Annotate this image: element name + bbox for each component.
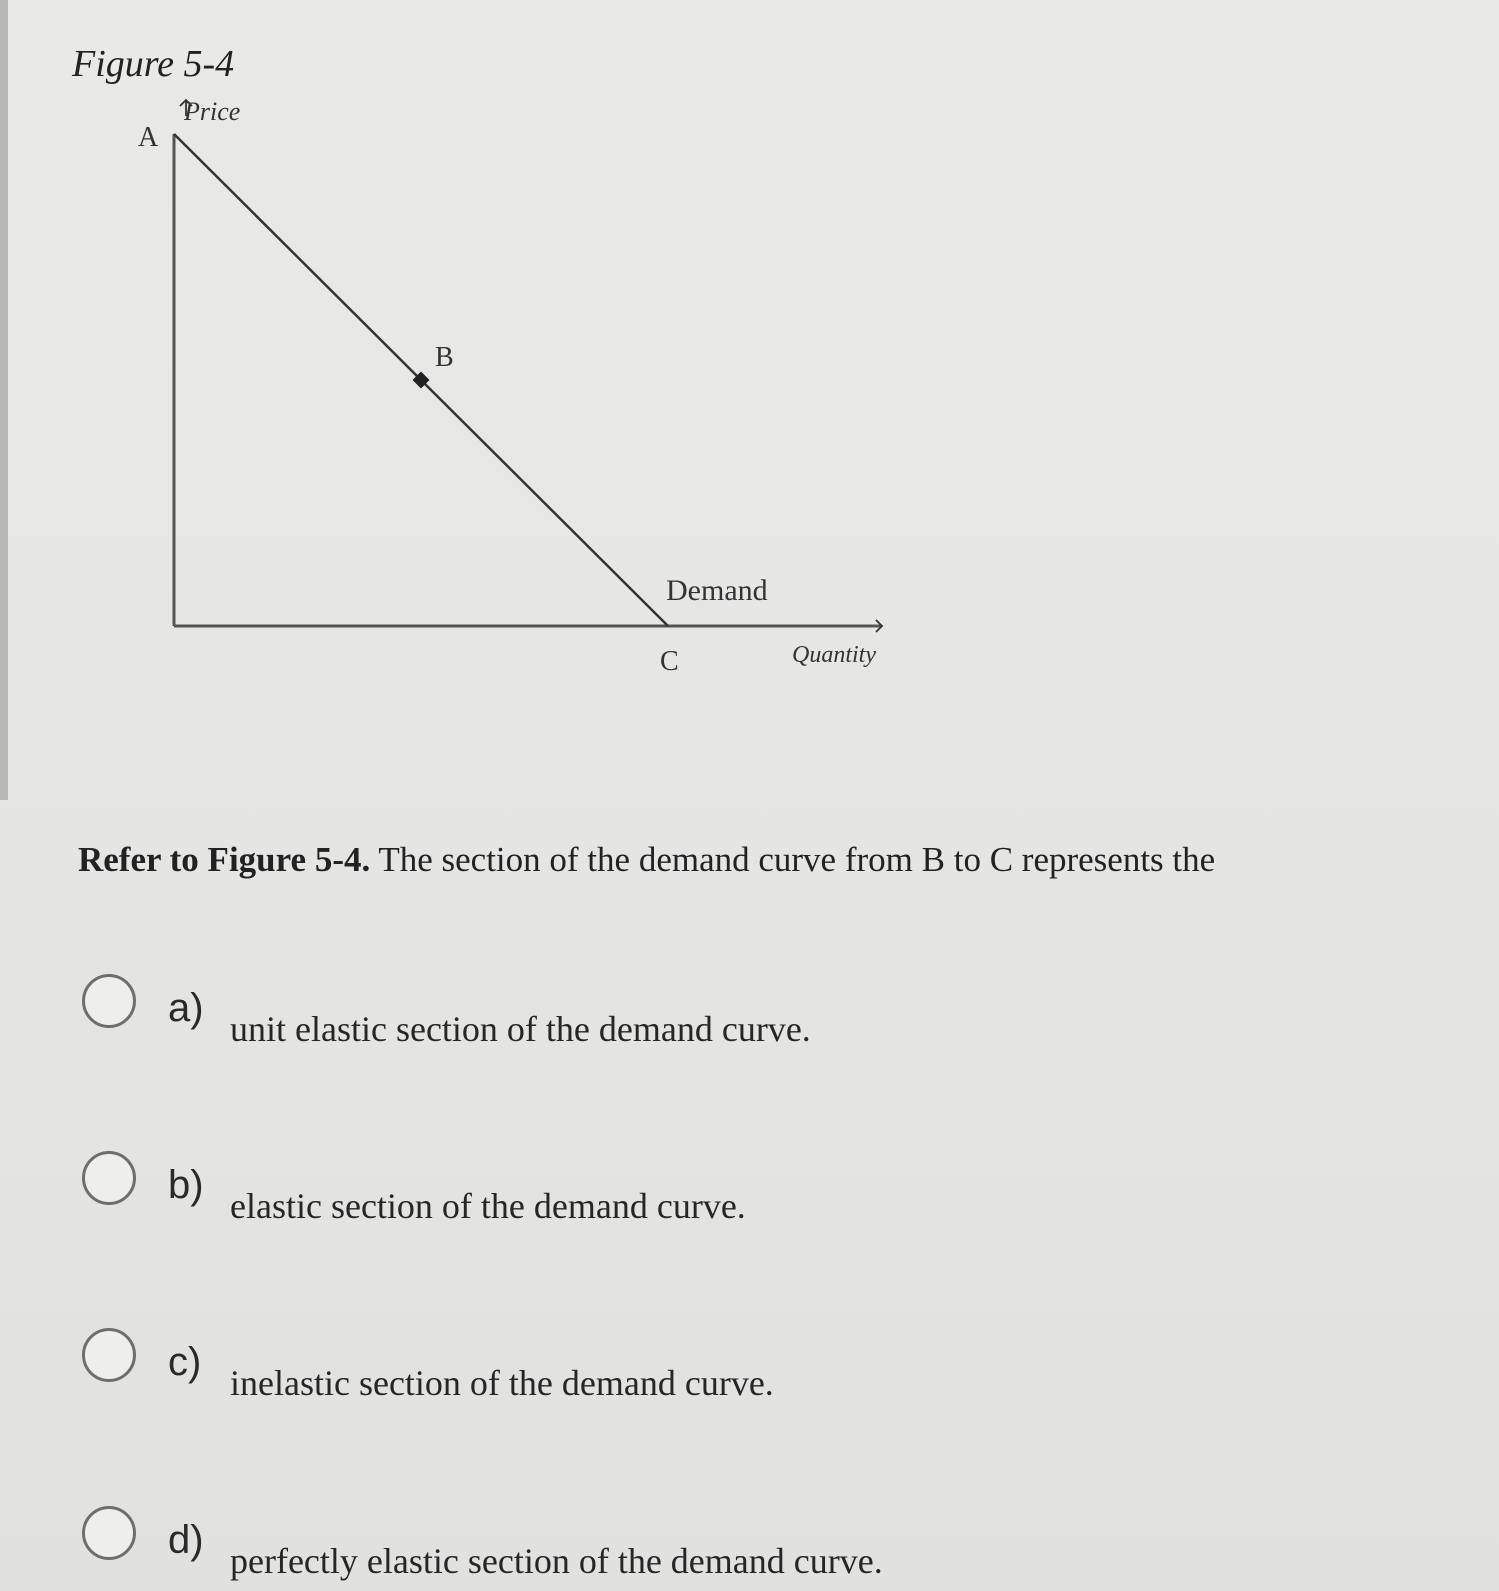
option-a[interactable] xyxy=(82,974,1082,1049)
option-b-letter: b) xyxy=(168,1163,204,1207)
x-axis-label: Quantity xyxy=(792,642,876,668)
option-c-letter: c) xyxy=(168,1340,202,1384)
radio-c[interactable] xyxy=(82,1328,136,1382)
option-d-letter: d) xyxy=(168,1518,204,1562)
question-text xyxy=(78,840,1215,880)
demand-chart xyxy=(0,0,1499,720)
radio-b[interactable] xyxy=(82,1151,136,1205)
option-b-text: elastic section of the demand curve. xyxy=(230,1186,746,1226)
point-label-a: A xyxy=(138,122,159,153)
point-label-c: C xyxy=(660,646,679,677)
y-axis-label: Price xyxy=(184,97,241,126)
option-a-letter: a) xyxy=(168,986,204,1030)
option-c-text: inelastic section of the demand curve. xyxy=(230,1363,774,1403)
option-b[interactable] xyxy=(82,1151,1082,1226)
demand-label: Demand xyxy=(666,574,768,607)
option-a-text: unit elastic section of the demand curve. xyxy=(230,1009,811,1049)
option-c[interactable] xyxy=(82,1328,1082,1403)
option-d-text: perfectly elastic section of the demand curve. xyxy=(230,1541,883,1581)
radio-a[interactable] xyxy=(82,974,136,1028)
radio-d[interactable] xyxy=(82,1506,136,1560)
question-lead: Refer to Figure 5-4. xyxy=(78,840,371,879)
question-body: The section of the demand curve from B to C represents the xyxy=(370,840,1216,879)
option-d[interactable] xyxy=(82,1506,1082,1581)
point-label-b: B xyxy=(435,342,454,373)
figure-title: Figure 5-4 xyxy=(72,43,235,85)
